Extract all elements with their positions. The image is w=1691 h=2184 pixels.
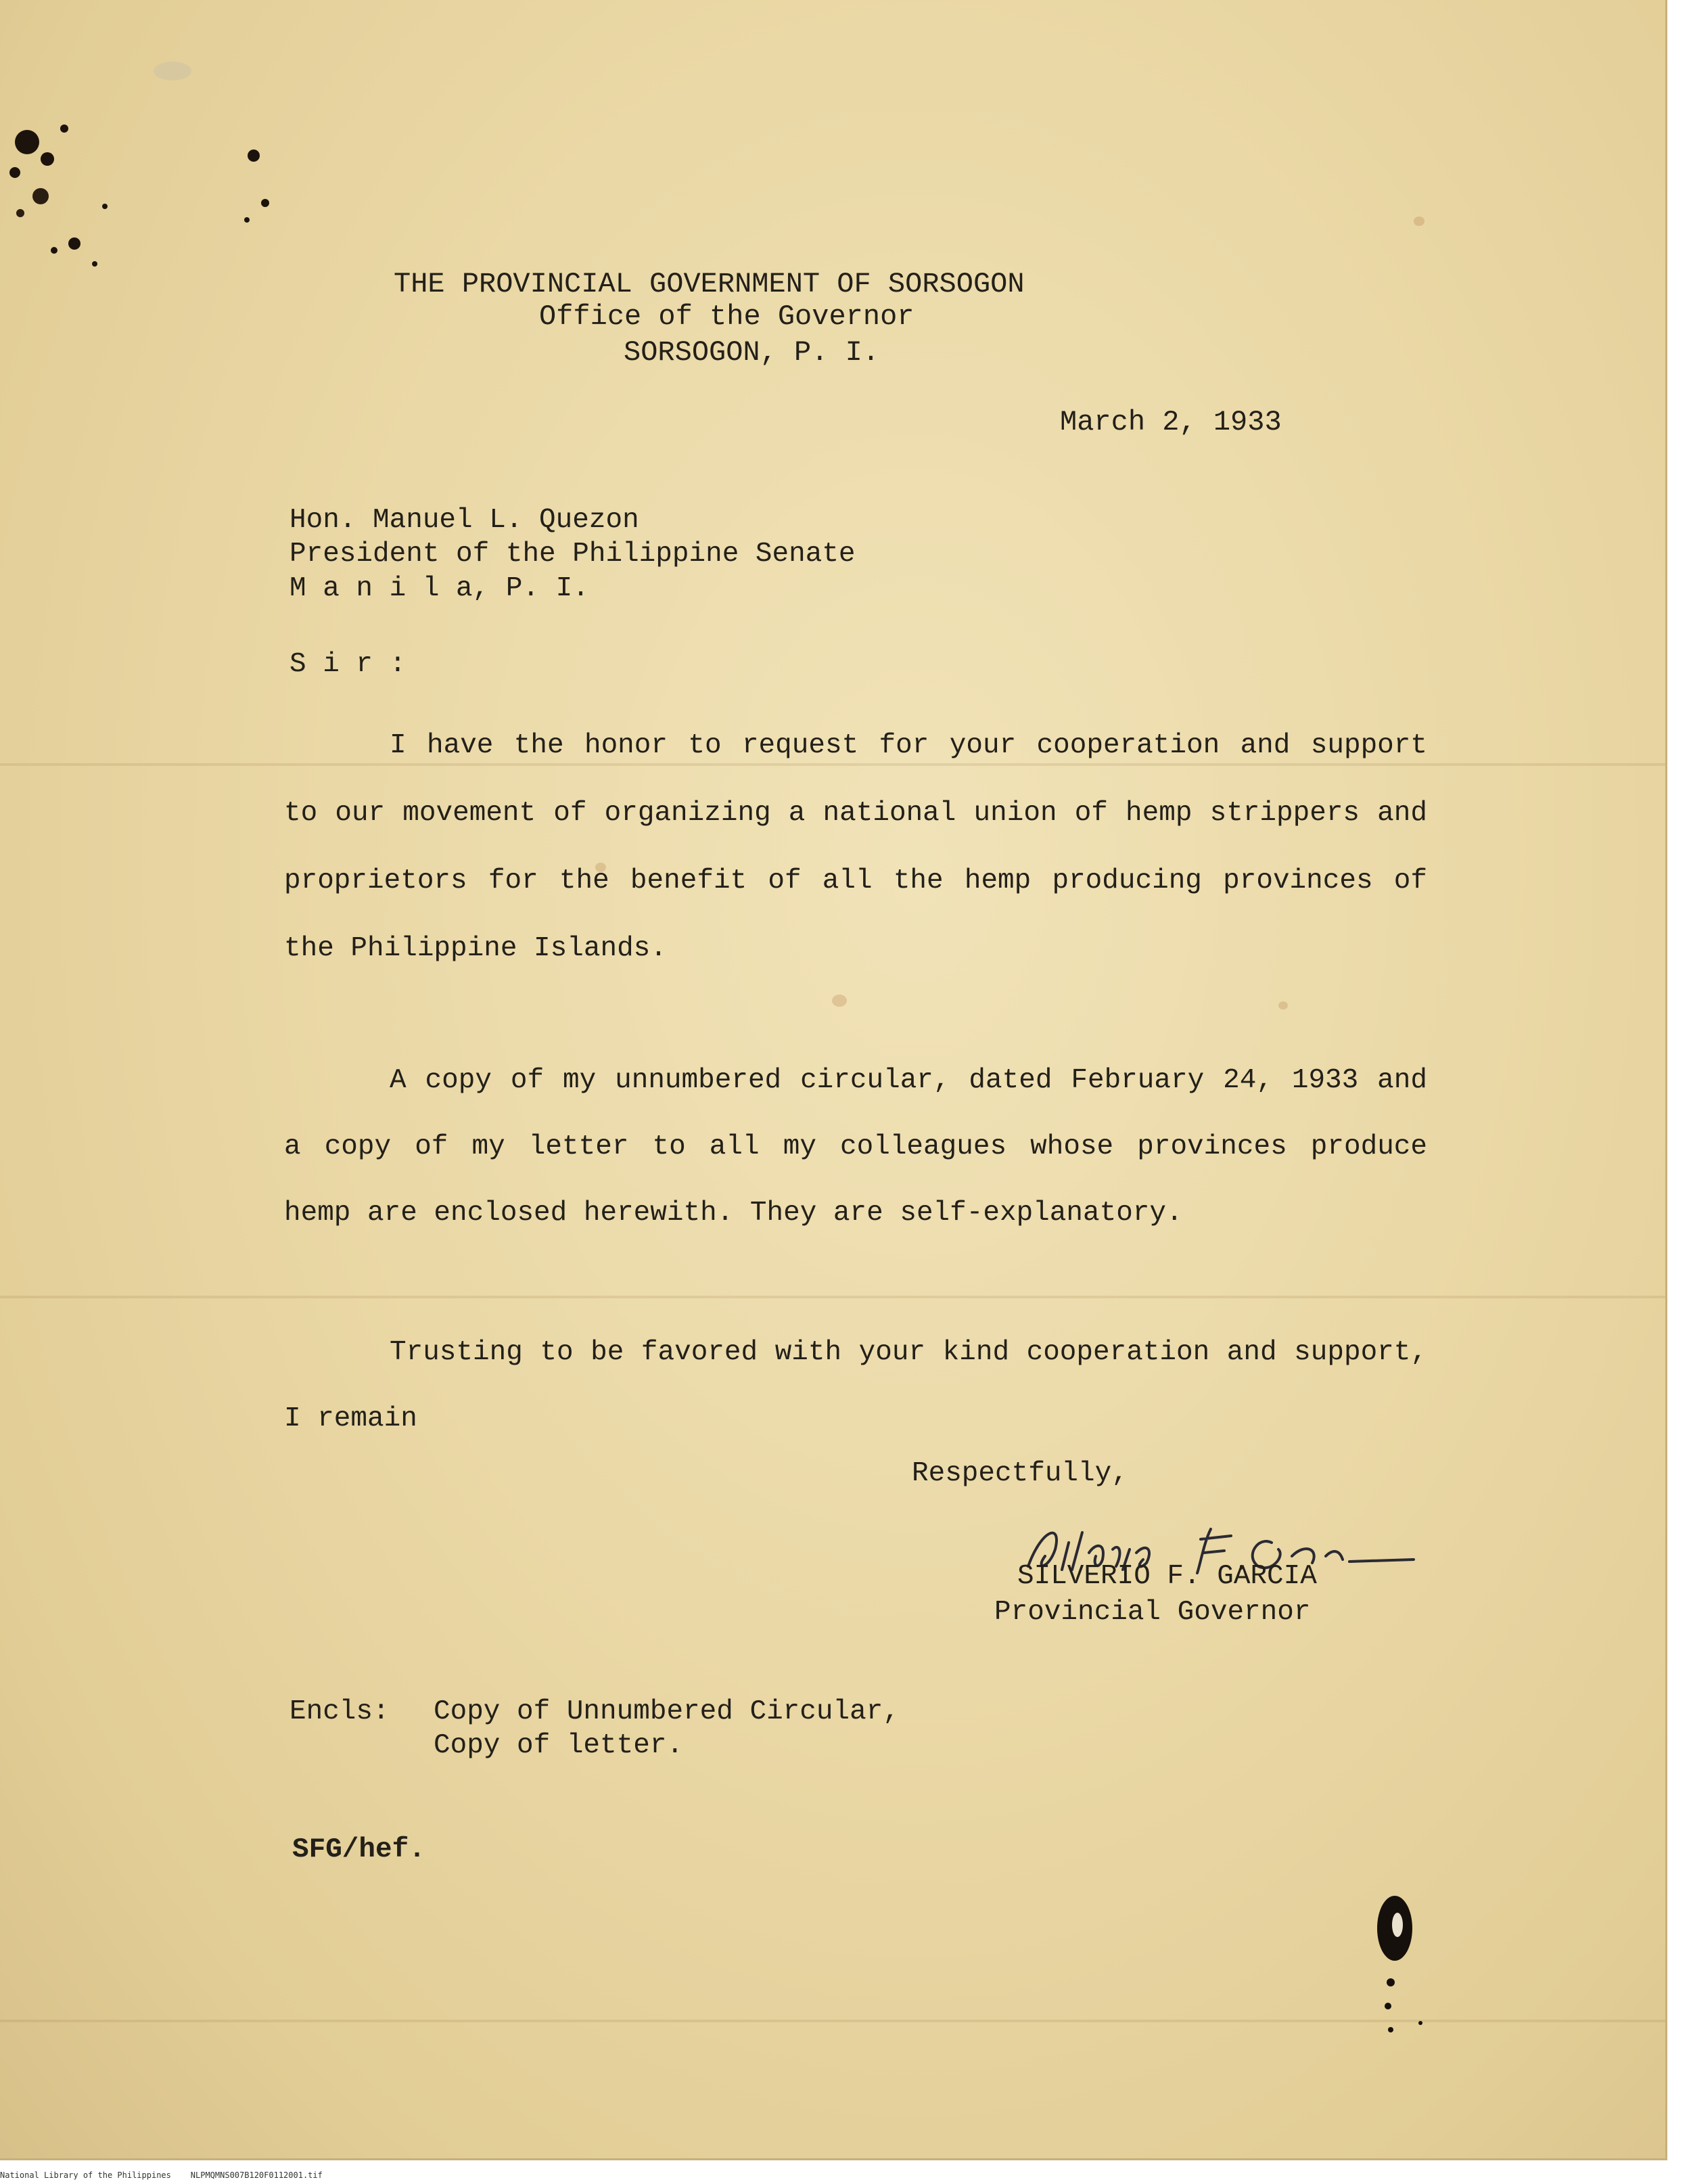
recipient-location: M a n i l a, P. I. [289, 573, 589, 604]
enclosure-item-1: Copy of Unnumbered Circular, [434, 1696, 900, 1727]
stain-spot [1278, 1001, 1288, 1009]
stain-spot [1414, 217, 1424, 226]
recipient-title: President of the Philippine Senate [289, 539, 856, 570]
body-paragraph-2: A copy of my unnumbered circular, dated February 24, 1933 and a copy of my letter to all my colleagues whose provinces produce hemp are enclosed herewith. They are self-explanatory. [284, 1065, 1427, 1229]
signatory-title: Provincial Governor [994, 1597, 1311, 1628]
body-paragraph-3: Trusting to be favored with your kind cooperation and support, I remain [284, 1337, 1427, 1434]
body-paragraph-1: I have the honor to request for your cooperation and support to our movement of organizing a national union of hemp strippers and proprietors for the benefit of all the hemp producing provinces of the Philippine Islands. [284, 730, 1427, 964]
stain-spot [832, 995, 847, 1007]
enclosures-label: Encls: [289, 1696, 390, 1727]
footer-institution: National Library of the Philippines [0, 2170, 171, 2180]
recipient-name: Hon. Manuel L. Quezon [289, 505, 639, 536]
ink-splatter-topleft [0, 41, 284, 284]
letter-date: March 2, 1933 [1060, 406, 1282, 438]
ink-blot-bottomright [1353, 1888, 1454, 2064]
enclosure-item-2: Copy of letter. [434, 1730, 684, 1761]
fold-line [0, 1296, 1665, 1298]
letterhead-office: Office of the Governor [539, 300, 914, 333]
closing: Respectfully, [912, 1458, 1128, 1489]
reference-initials: SFG/hef. [292, 1834, 425, 1865]
letterhead-location: SORSOGON, P. I. [624, 336, 880, 369]
signatory-name: SILVERIO F. GARCIA [1017, 1561, 1317, 1592]
scan-footer [0, 2170, 323, 2180]
salutation: S i r : [289, 649, 407, 680]
footer-file-id: NLPMQMNS007B120F0112001.tif [190, 2170, 323, 2180]
letterhead-agency: THE PROVINCIAL GOVERNMENT OF SORSOGON [394, 268, 1025, 300]
